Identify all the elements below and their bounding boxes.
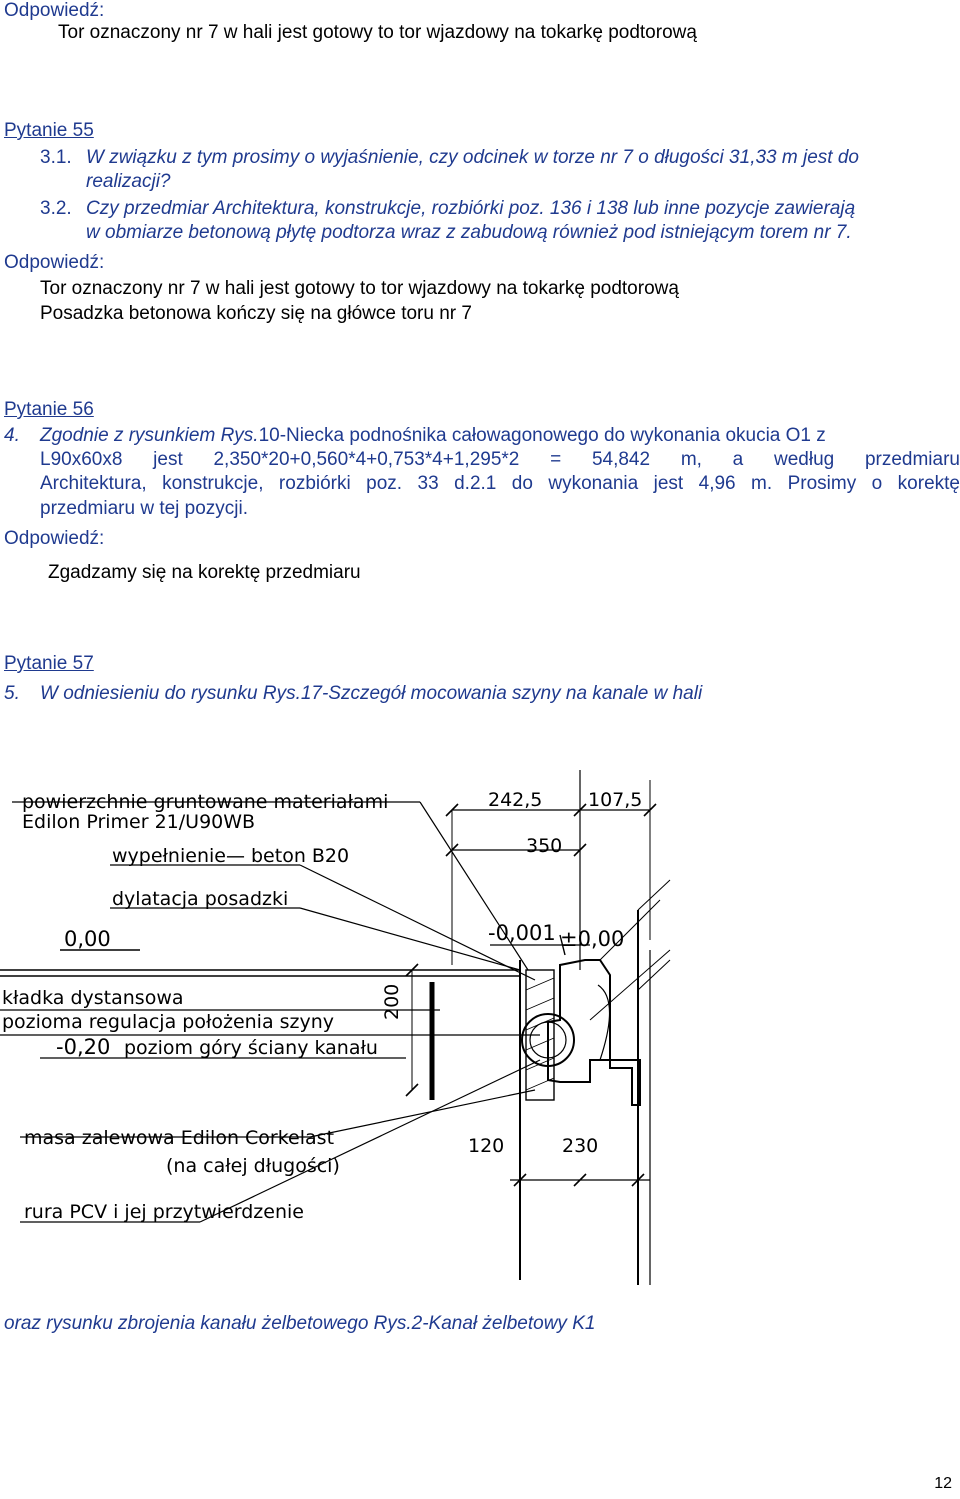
label-primer: powierzchnie gruntowane materiałami bbox=[22, 791, 389, 813]
label-spacer: kładka dystansowa bbox=[2, 987, 184, 1009]
question-text: W odniesieniu do rysunku Rys.17-Szczegół mocowania szyny na kanale w hali bbox=[40, 683, 703, 704]
label-level: ±0,00 bbox=[560, 927, 625, 951]
item-number: 5. bbox=[4, 683, 20, 704]
question-text: W związku z tym prosimy o wyjaśnienie, czy odcinek w torze nr 7 o długości 31,33 m jest do bbox=[86, 147, 859, 168]
label-wall-text: poziom góry ściany kanału bbox=[124, 1037, 378, 1059]
item-number: 3.2. bbox=[40, 198, 72, 219]
answer-label: Odpowiedź: bbox=[4, 528, 105, 549]
dimension: 230 bbox=[562, 1135, 599, 1157]
question-text: przedmiaru w tej pozycji. bbox=[40, 498, 249, 519]
label-fill: wypełnienie— beton B20 bbox=[112, 845, 350, 867]
answer-text: Posadzka betonowa kończy się na główce toru nr 7 bbox=[40, 303, 472, 324]
question-text: Czy przedmiar Architektura, konstrukcje, rozbiórki poz. 136 i 138 lub inne pozycje zawierają bbox=[86, 198, 856, 219]
label-regulation: pozioma regulacja położenia szyny bbox=[2, 1011, 335, 1033]
dimension: 120 bbox=[468, 1135, 505, 1157]
question-heading: Pytanie 57 bbox=[4, 653, 94, 674]
answer-label: Odpowiedź: bbox=[4, 0, 105, 21]
question-text: Architektura, konstrukcje, rozbiórki poz. 33 d.2.1 do wykonania jest 4,96 m. Prosimy o korektę bbox=[40, 473, 960, 494]
angle-steel bbox=[610, 1060, 640, 1105]
question-text bbox=[40, 425, 960, 447]
label-primer: Edilon Primer 21/U90WB bbox=[22, 811, 256, 833]
dimension: 107,5 bbox=[588, 789, 643, 811]
question-text: realizacji? bbox=[86, 171, 171, 192]
item-number: 3.1. bbox=[40, 147, 72, 168]
question-text: L90x60x8 jest 2,350*20+0,560*4+0,753*4+1,295*2 = 54,842 m, a według przedmiaru bbox=[40, 449, 960, 470]
label-level: 0,00 bbox=[64, 927, 111, 951]
question-heading: Pytanie 56 bbox=[4, 399, 94, 420]
rail-mounting-drawing bbox=[0, 760, 960, 1300]
question-text: w obmiarze betonową płytę podtorza wraz z zabudową również pod istniejącym torem nr 7. bbox=[86, 222, 852, 243]
dimension: 350 bbox=[526, 835, 563, 857]
page-number: 12 bbox=[934, 1475, 952, 1492]
label-mass: (na całej długości) bbox=[166, 1155, 340, 1177]
answer-label: Odpowiedź: bbox=[4, 252, 105, 273]
question-heading: Pytanie 55 bbox=[4, 120, 94, 141]
item-number: 4. bbox=[4, 425, 20, 446]
dimension: 242,5 bbox=[488, 789, 543, 811]
label-mass: masa zalewowa Edilon Corkelast bbox=[24, 1127, 335, 1149]
question-text-italic: Zgodnie z rysunkiem Rys. bbox=[40, 425, 259, 446]
question-text: oraz rysunku zbrojenia kanału żelbetowego Rys.2-Kanał żelbetowy K1 bbox=[4, 1313, 596, 1334]
label-dilatation: dylatacja posadzki bbox=[112, 888, 289, 910]
answer-text: Zgadzamy się na korektę przedmiaru bbox=[48, 562, 361, 583]
answer-text: Tor oznaczony nr 7 w hali jest gotowy to tor wjazdowy na tokarkę podtorową bbox=[58, 22, 697, 43]
dimension: 200 bbox=[381, 983, 403, 1020]
question-text-rest: 10-Niecka podnośnika całowagonowego do wykonania okucia O1 z bbox=[258, 425, 826, 446]
label-wall-level: -0,20 bbox=[56, 1035, 111, 1059]
label-level: -0,001 bbox=[488, 921, 556, 945]
label-pipe: rura PCV i jej przytwierdzenie bbox=[24, 1201, 304, 1223]
answer-text: Tor oznaczony nr 7 w hali jest gotowy to tor wjazdowy na tokarkę podtorową bbox=[40, 278, 679, 299]
